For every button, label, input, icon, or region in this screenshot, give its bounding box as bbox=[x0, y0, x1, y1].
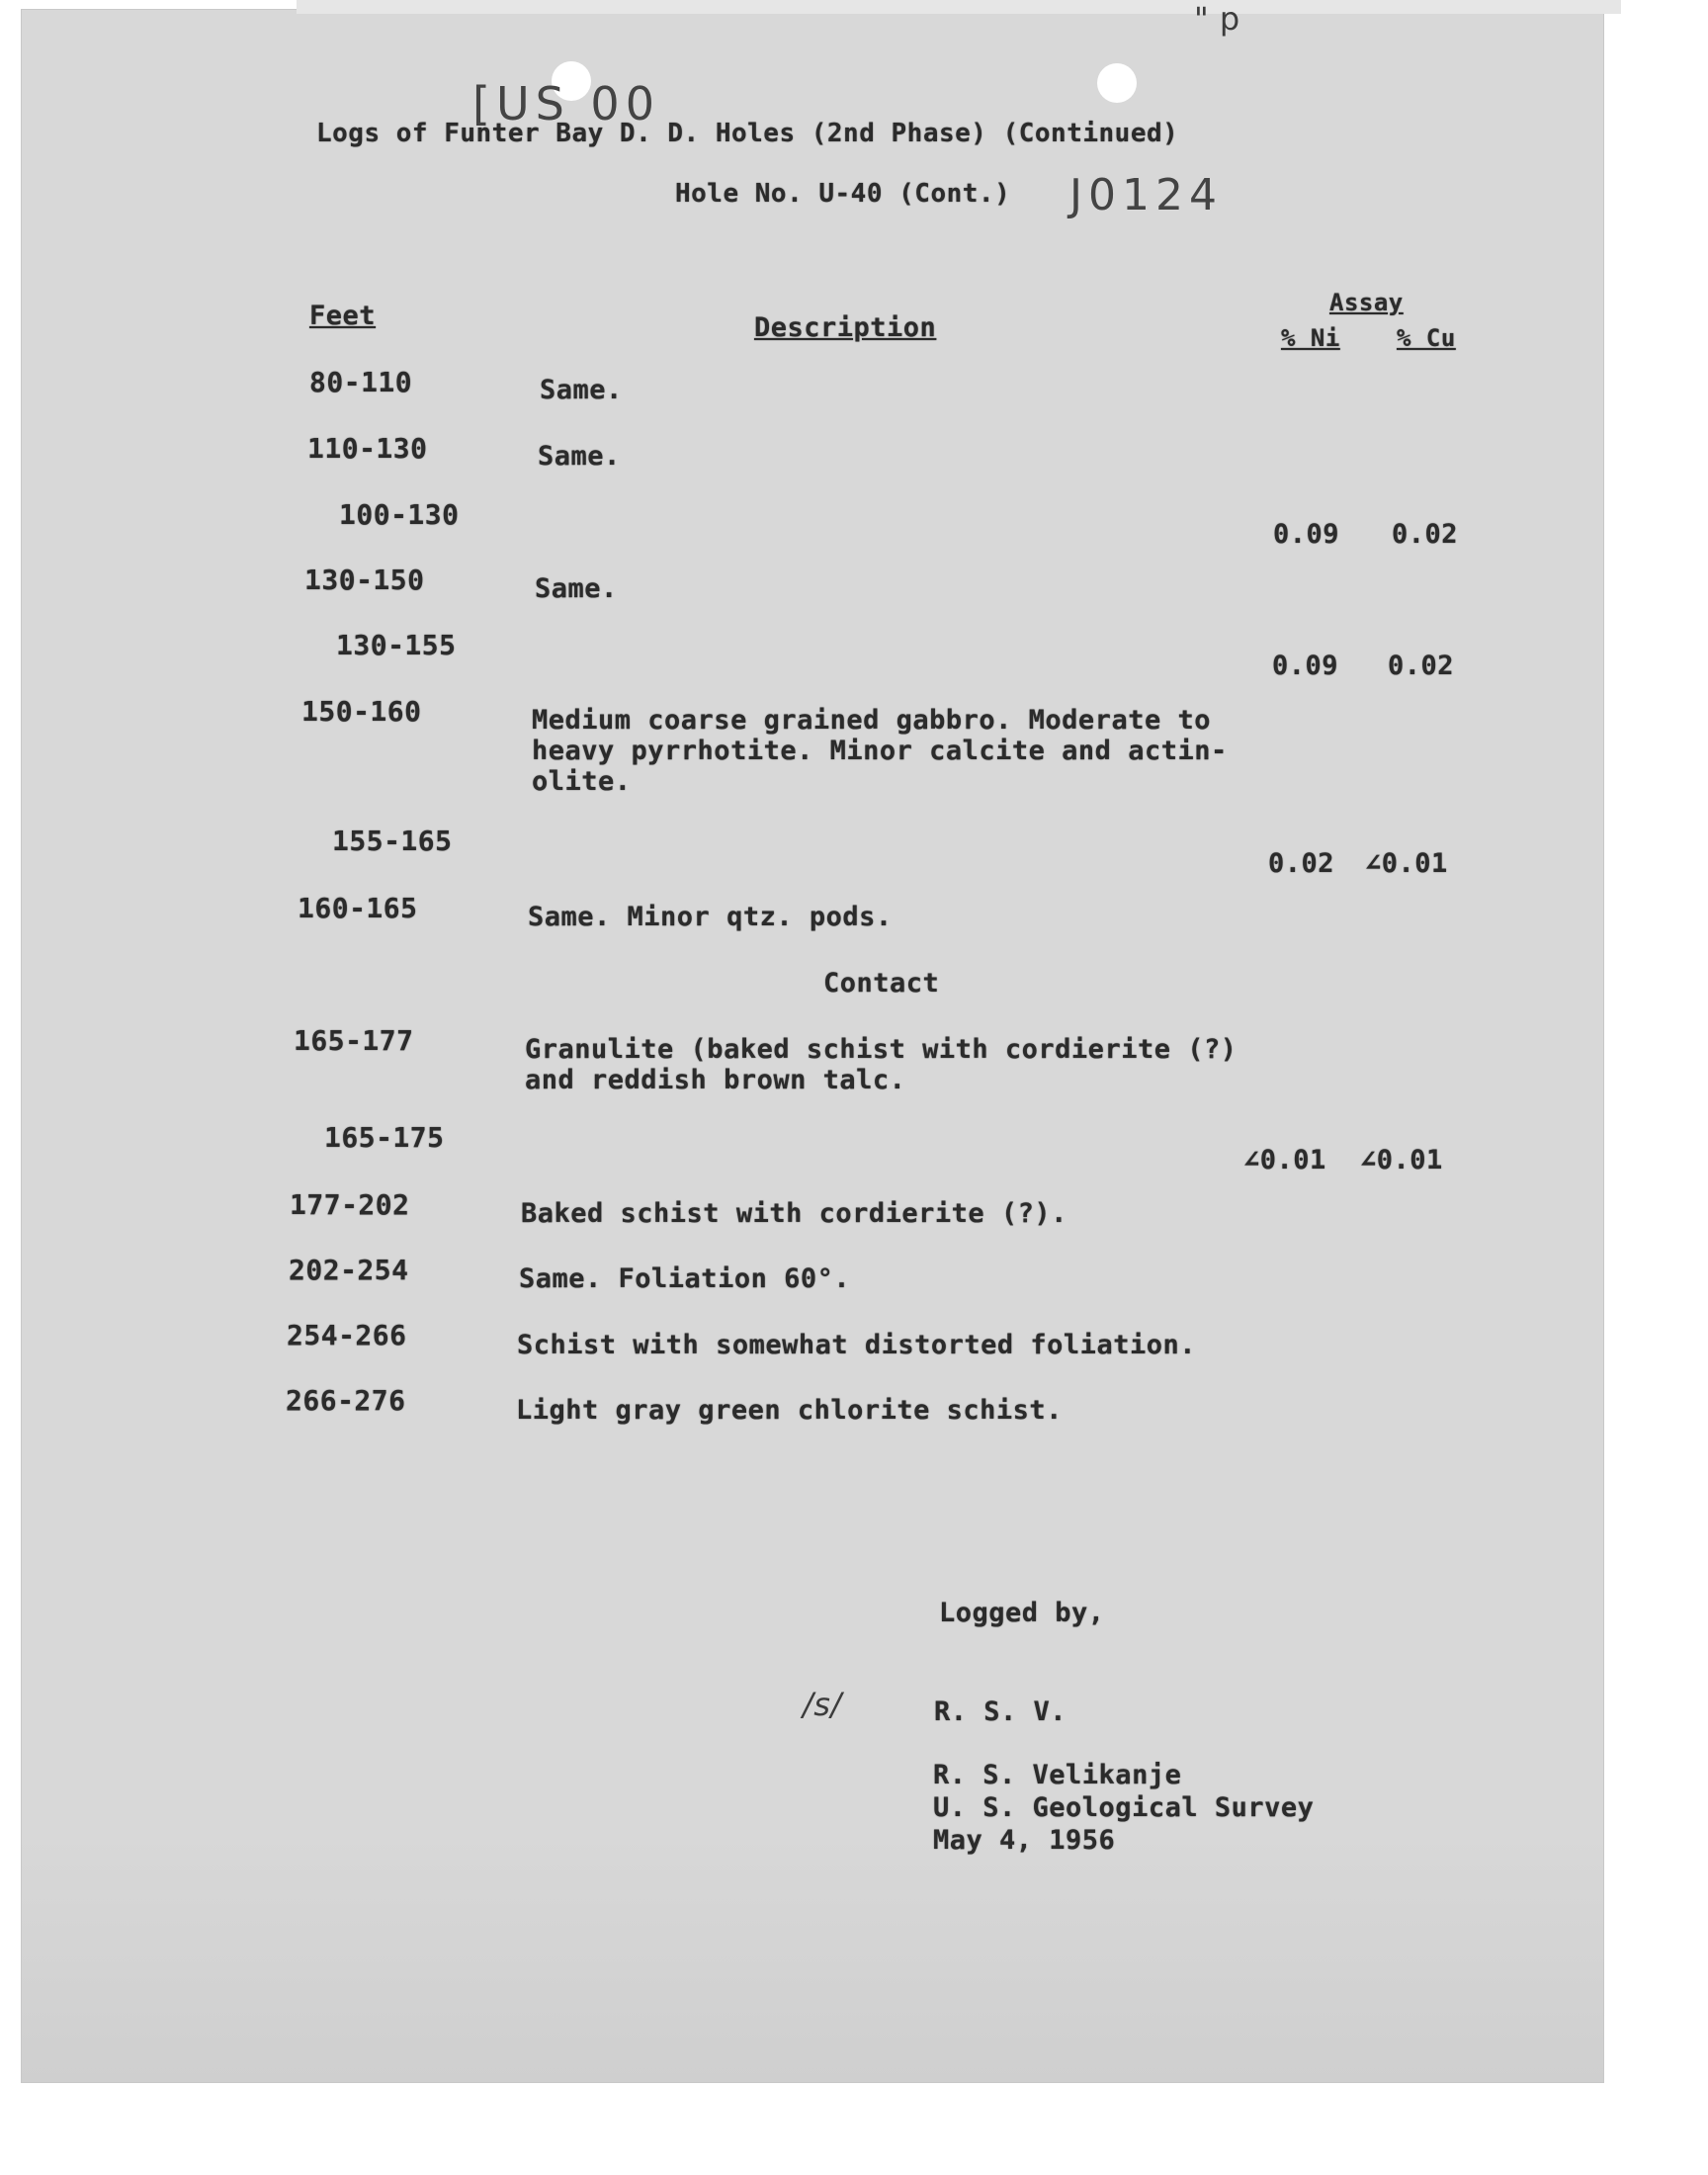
row-feet: 177-202 bbox=[290, 1188, 410, 1221]
row-feet: 110-130 bbox=[307, 432, 428, 465]
row-description: Schist with somewhat distorted foliation. bbox=[517, 1330, 1196, 1360]
hole-number: Hole No. U-40 (Cont.) bbox=[675, 179, 1011, 209]
row-feet: 100-130 bbox=[339, 498, 460, 531]
row-description: Same. Minor qtz. pods. bbox=[528, 902, 893, 932]
row-description: Same. bbox=[540, 375, 623, 405]
row-feet: 202-254 bbox=[289, 1254, 409, 1286]
row-description: Granulite (baked schist with cordierite (?) and reddish brown talc. bbox=[525, 1034, 1238, 1095]
assay-cu: ∠0.01 bbox=[1360, 1145, 1443, 1175]
assay-cu: 0.02 bbox=[1388, 651, 1455, 681]
punch-hole-right bbox=[1097, 63, 1137, 103]
row-feet: 130-150 bbox=[304, 564, 425, 596]
row-feet: 130-155 bbox=[336, 629, 457, 661]
description-heading: Description bbox=[754, 312, 937, 343]
assay-cu: 0.02 bbox=[1392, 519, 1459, 550]
feet-heading: Feet bbox=[309, 301, 377, 331]
contact-label: Contact bbox=[823, 968, 940, 999]
row-feet: 80-110 bbox=[309, 366, 413, 398]
document-title: Logs of Funter Bay D. D. Holes (2nd Phase) (Continued) bbox=[316, 119, 1179, 148]
row-description: Same. bbox=[535, 573, 618, 604]
agency: U. S. Geological Survey bbox=[933, 1792, 1315, 1823]
assay-cu: ∠0.01 bbox=[1365, 848, 1448, 879]
assay-ni: 0.09 bbox=[1273, 519, 1340, 550]
row-feet: 160-165 bbox=[298, 892, 418, 924]
row-feet: 155-165 bbox=[332, 825, 453, 857]
initials: R. S. V. bbox=[934, 1696, 1068, 1727]
row-feet: 165-177 bbox=[294, 1024, 414, 1057]
row-description: Medium coarse grained gabbro. Moderate to heavy pyrrhotite. Minor calcite and actin-olite. bbox=[532, 705, 1228, 797]
signature-mark: /s/ bbox=[803, 1686, 842, 1723]
assay-ni: 0.09 bbox=[1272, 651, 1339, 681]
assay-ni: 0.02 bbox=[1268, 848, 1335, 879]
row-description: Light gray green chlorite schist. bbox=[516, 1395, 1063, 1426]
row-description: Baked schist with cordierite (?). bbox=[521, 1198, 1068, 1229]
row-description: Same. Foliation 60°. bbox=[519, 1263, 851, 1294]
cu-heading: % Cu bbox=[1397, 324, 1456, 352]
log-date: May 4, 1956 bbox=[933, 1825, 1116, 1856]
file-stamp: [US 00 bbox=[472, 77, 660, 130]
row-feet: 254-266 bbox=[287, 1319, 407, 1351]
row-feet: 165-175 bbox=[324, 1121, 445, 1154]
page-stamp: J0124 bbox=[1069, 170, 1223, 220]
assay-heading: Assay bbox=[1329, 289, 1404, 316]
ni-heading: % Ni bbox=[1281, 324, 1340, 352]
assay-ni: ∠0.01 bbox=[1243, 1145, 1326, 1175]
page-shade bbox=[22, 1829, 1603, 2082]
corner-mark: " p bbox=[1194, 0, 1240, 38]
row-description: Same. bbox=[538, 441, 621, 472]
logged-by-label: Logged by, bbox=[939, 1598, 1105, 1628]
row-feet: 150-160 bbox=[301, 695, 422, 728]
logger-name: R. S. Velikanje bbox=[933, 1760, 1182, 1790]
row-feet: 266-276 bbox=[286, 1384, 406, 1417]
page-top-edge bbox=[297, 0, 1621, 14]
